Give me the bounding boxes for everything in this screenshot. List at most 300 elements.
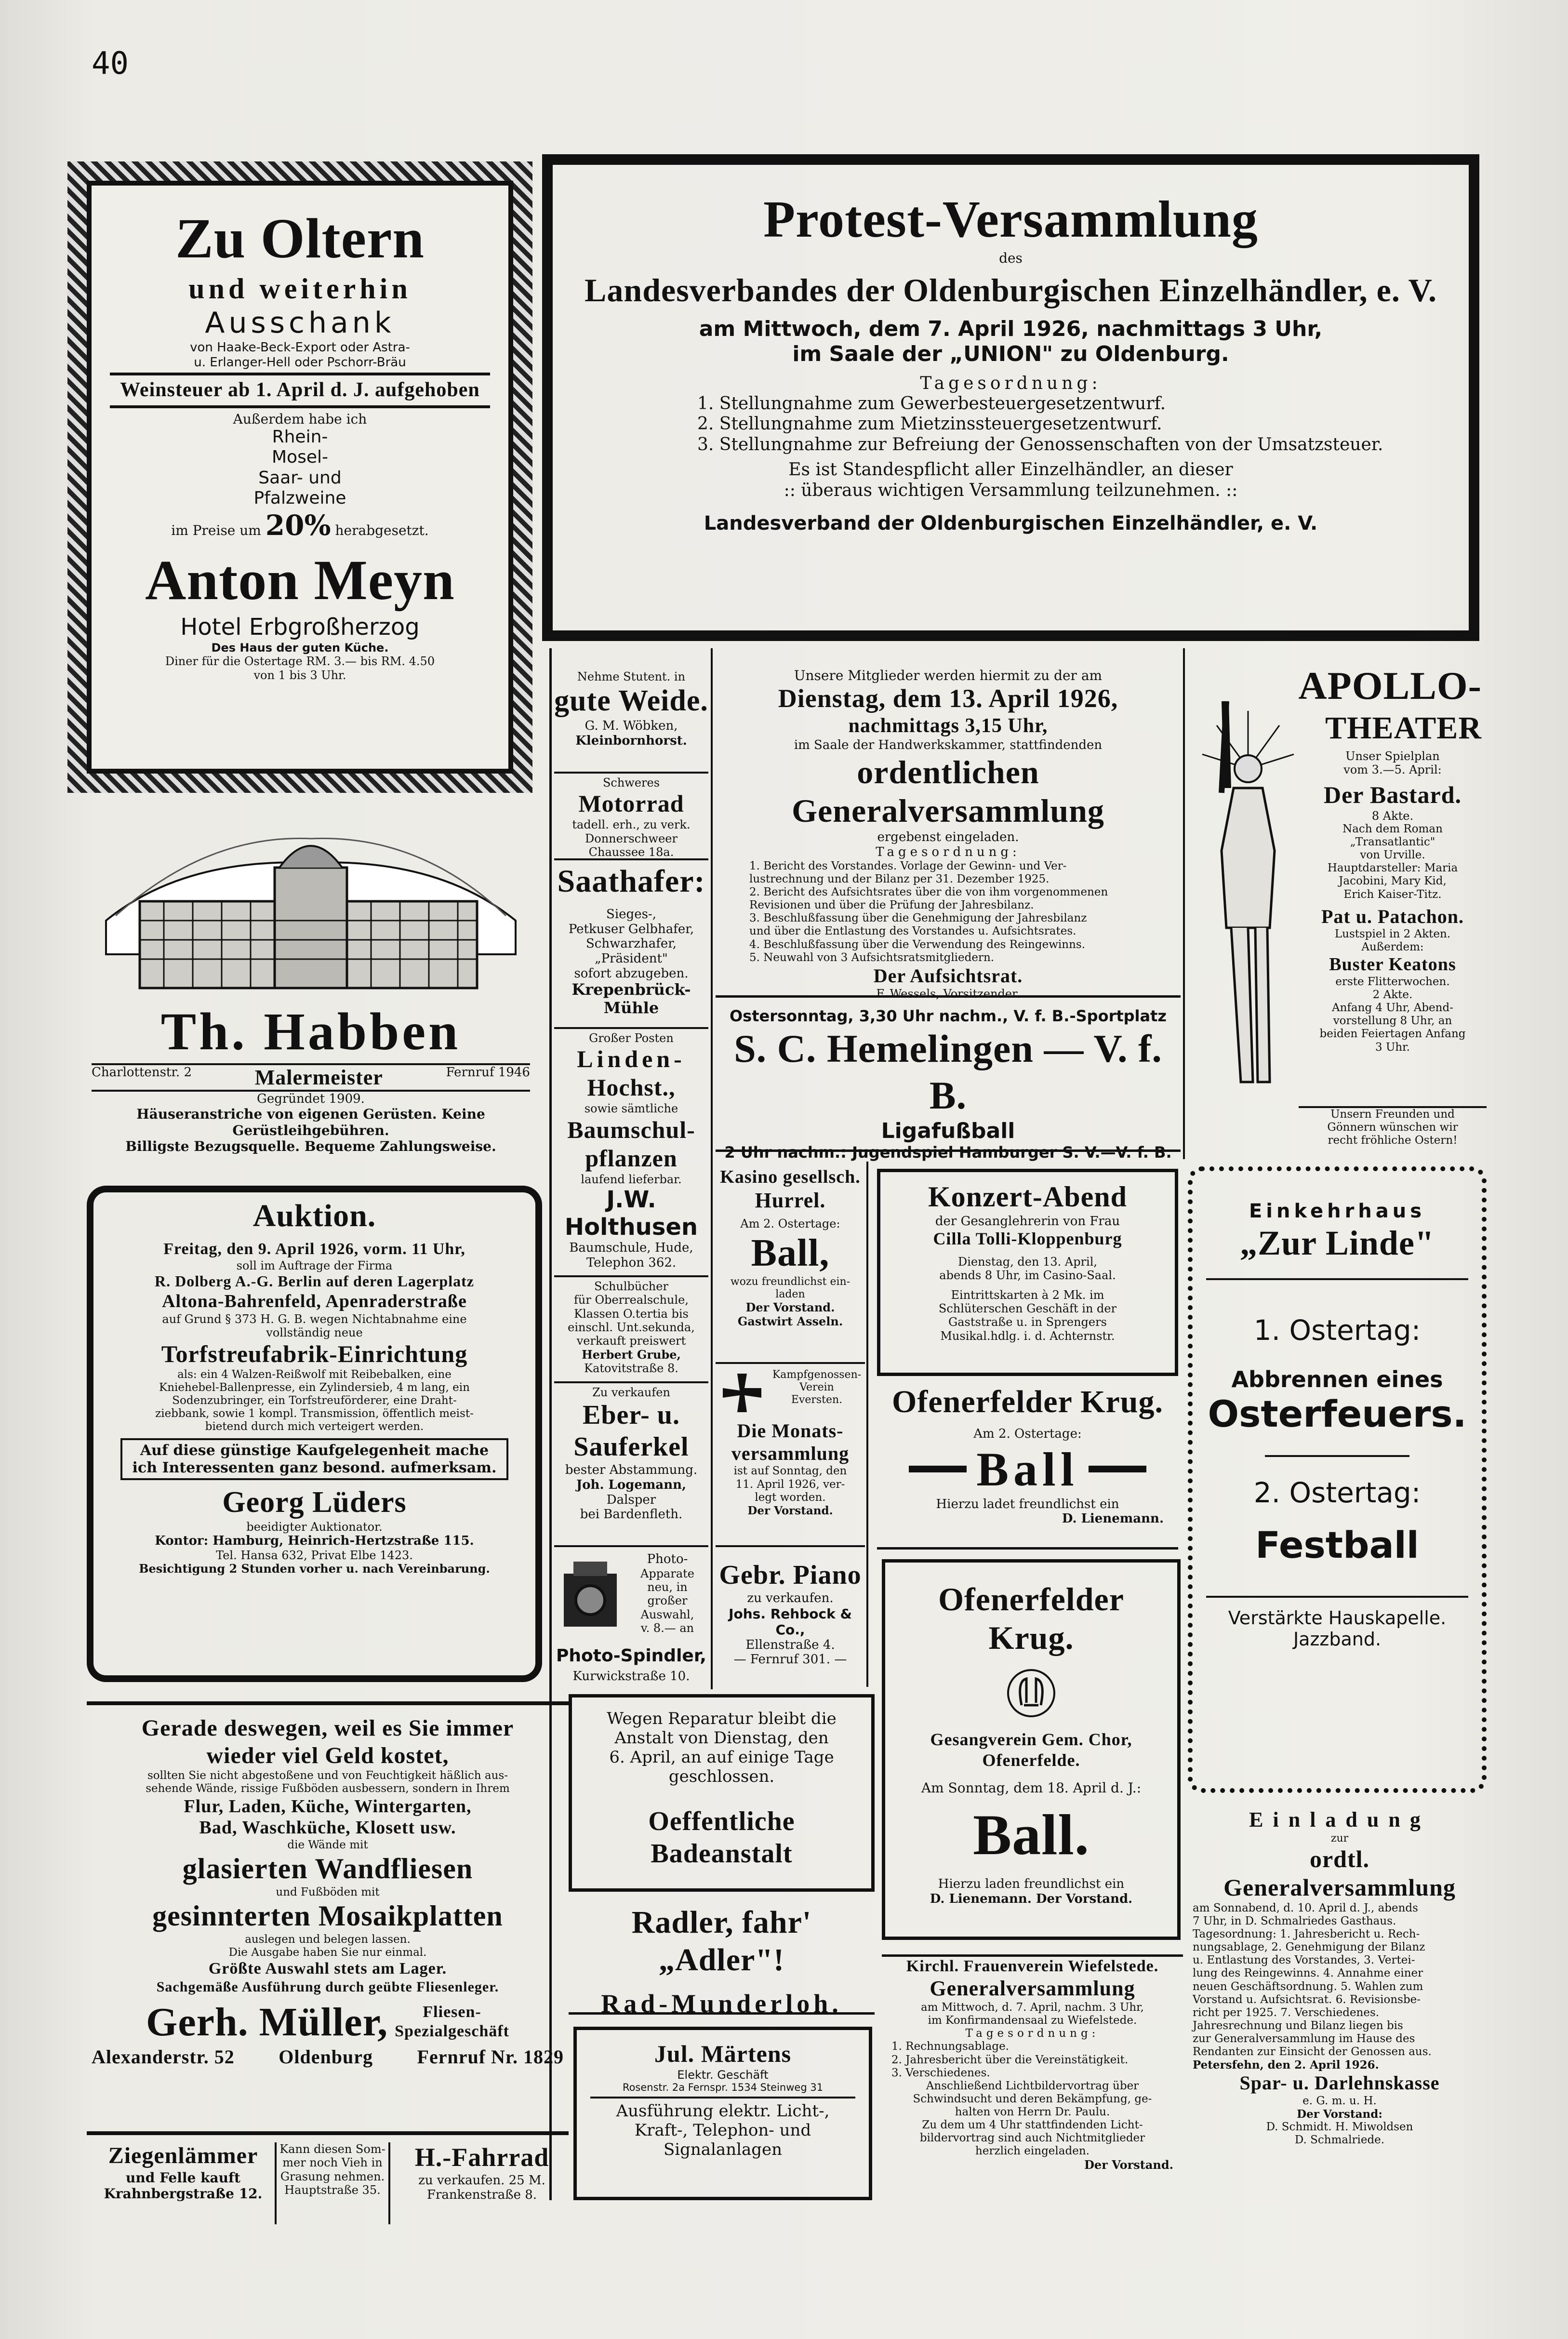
ad-text: Tagesordnung: (920, 373, 1102, 393)
ad-text: nachmittags 3,15 Uhr, (848, 714, 1048, 737)
ad-text: Photo- (647, 1552, 688, 1566)
ad-text: im Saale der Handwerkskammer, stattfindenden (794, 738, 1103, 753)
agenda-item: 2. Stellungnahme zum Mietzinssteuergesetzentwurf. (697, 414, 1162, 434)
ad-text: recht fröhliche Ostern! (1328, 1134, 1458, 1147)
ad-text: Krepenbrück-Mühle (571, 980, 691, 1017)
ad-text: im Saale der „UNION" zu Oldenburg. (792, 341, 1229, 366)
ad-text: Der Vorstand: (1297, 2107, 1382, 2121)
column-rule (866, 1162, 868, 1687)
ad-text: Jacobini, Mary Kid, (1339, 875, 1447, 888)
ad-text: ich Interessenten ganz besond. aufmerksam. (132, 1459, 497, 1476)
ad-title: THEATER (1325, 710, 1482, 746)
ad-text: auf Grund § 373 H. G. B. wegen Nichtabnahme eine (162, 1312, 467, 1326)
ad-text: laufend lieferbar. (581, 1172, 682, 1186)
ad-text: Musikal.hdlg. i. d. Achternstr. (940, 1329, 1115, 1343)
ad-text: bildervortrag sind auch Nichtmitglieder (919, 2132, 1145, 2145)
ad-habben (87, 795, 535, 1154)
ad-frauenverein-wiefelstede (882, 1954, 1183, 2215)
ad-text: Es ist Standespflicht aller Einzelhändler, an dieser (788, 460, 1233, 480)
ad-title: Ball (976, 1442, 1079, 1496)
ad-title: Kirchl. Frauenverein Wiefelstede. (906, 1957, 1159, 1975)
ad-text: Lustspiel in 2 Akten. (1334, 927, 1451, 940)
ad-text: lung des Reingewinns. 4. Annahme einer (1193, 1967, 1423, 1980)
agenda-item: und über die Entlastung des Vorstandes u. Aufsichtsrates. (749, 925, 1076, 938)
ad-text: von Urville. (1360, 849, 1425, 862)
ad-text: Mosel- (272, 447, 328, 468)
ad-text: beiden Feiertagen Anfang (1319, 1028, 1466, 1041)
camera-icon (559, 1554, 622, 1636)
ad-text: 3 Uhr. (1375, 1041, 1410, 1054)
ad-text: Baumschule, Hude, (569, 1241, 693, 1256)
ad-title: gute Weide. (554, 684, 708, 718)
ad-text: Spezialgeschäft (395, 2022, 509, 2041)
ad-name: Georg Lüders (222, 1485, 407, 1519)
ad-text: Joh. Logemann, (576, 1478, 687, 1493)
ad-konzert-abend (877, 1169, 1178, 1376)
ad-text: Ellenstraße 4. (745, 1637, 835, 1652)
ad-text: Sieges-, (606, 907, 656, 922)
agenda-item: Revisionen und über die Prüfung der Jahresbilanz. (749, 899, 1034, 912)
ad-title: Kasino gesellsch. (720, 1167, 861, 1187)
ad-title: Gerade deswegen, weil es Sie immer (141, 1715, 514, 1741)
ad-text: Unsere Mitglieder werden hiermit zu der am (794, 668, 1103, 683)
ad-gute-weide (554, 670, 708, 774)
ad-title: H.-Fahrrad (414, 2143, 549, 2172)
ad-text: Kampfgenossen- (772, 1369, 862, 1381)
statue-illustration (1193, 696, 1303, 1096)
ad-text: tadell. erh., zu verk. (572, 818, 691, 832)
ad-signature: Landesverband der Oldenburgischen Einzelhändler, e. V. (704, 512, 1318, 535)
ad-title: Oeffentliche Badeanstalt (648, 1806, 795, 1869)
ad-text: Vorstand u. Aufsichtsrat. 6. Revisionsbe- (1193, 1993, 1421, 2006)
ad-title: Ball, (751, 1232, 830, 1275)
ad-text: Kleinbornhorst. (575, 734, 687, 748)
ad-text: ergebenst eingeladen. (877, 830, 1019, 845)
ad-text: Billigste Bezugsquelle. Bequeme Zahlungsweise. (125, 1138, 496, 1154)
ad-text: Einkehrhaus (1249, 1200, 1426, 1222)
ad-text: Landesverbandes der Oldenburgischen Einzelhändler, e. V. (585, 272, 1437, 309)
ad-text: Dienstag, den 13. April, (957, 1255, 1098, 1269)
ad-text: u. Entlastung des Vorstandes, 3. Vertei- (1193, 1954, 1415, 1967)
ad-name: Spar- u. Darlehnskasse (1239, 2072, 1440, 2094)
ad-text: Erich Kaiser-Titz. (1343, 888, 1442, 901)
ad-gebr-piano (716, 1550, 865, 1687)
ad-kasino-hurrel (716, 1166, 865, 1364)
ad-ziegenlaemmer (96, 2142, 270, 2224)
ad-text: Petersfehn, den 2. April 1926. (1193, 2058, 1379, 2072)
ad-text: Alexanderstr. 52 (92, 2045, 235, 2068)
ad-text: Ofenerfelde. (982, 1750, 1080, 1770)
ad-text: Kann diesen Som- (279, 2142, 385, 2156)
ad-zu-ostern (67, 161, 532, 793)
column-rule (1183, 648, 1185, 1159)
ad-text: 11. April 1926, ver- (735, 1478, 845, 1491)
ad-text: Unsern Freunden und (1330, 1108, 1455, 1121)
ad-text: 20% (265, 508, 331, 542)
agenda-item: 3. Beschlußfassung über die Genehmigung der Jahresbilanz (749, 912, 1087, 925)
agenda-item: 2. Bericht des Aufsichtsrates über die von ihm vorgenommenen (749, 886, 1108, 899)
ad-highlight: Weinsteuer ab 1. April d. J. aufgehoben (120, 379, 480, 401)
ad-text: R. Dolberg A.-G. Berlin auf deren Lagerplatz (155, 1272, 474, 1290)
ad-title: Einladung (1249, 1808, 1430, 1831)
ad-text: Kniehebel-Ballenpresse, ein Zylindersieb, 4 m lang, ein (159, 1381, 470, 1394)
ad-text: richt per 1925. 7. Verschiedenes. (1193, 2006, 1380, 2019)
ad-text: Außerdem: (1361, 941, 1424, 953)
ad-title: Motorrad (578, 790, 684, 817)
ad-text: zu verkaufen. 25 M. (418, 2173, 545, 2188)
ad-name: Th. Habben (160, 1002, 461, 1061)
ad-text: halten von Herrn Dr. Paulu. (955, 2106, 1110, 2119)
agenda-item: 4. Beschlußfassung über die Verwendung des Reingewinns. (749, 938, 1086, 951)
ad-grasung (275, 2142, 390, 2224)
ad-text: Gaststraße u. in Sprengers (948, 1315, 1107, 1329)
ad-kampfgenossen (716, 1366, 865, 1547)
ad-title: S. C. Hemelingen — V. f. B. (734, 1026, 1162, 1117)
ad-text: Verstärkte Hauskapelle. (1228, 1607, 1447, 1629)
ad-jul-maertens (573, 2027, 872, 2200)
building-illustration (87, 795, 535, 1012)
ad-radler-adler (569, 1894, 875, 2018)
ad-text: herabgesetzt. (335, 522, 429, 538)
ad-text: Sodenzubringer, ein Torfstreuförderer, eine Draht- (172, 1394, 457, 1407)
ad-text: Ausschank (205, 306, 395, 340)
ad-text: Hauptdarsteller: Maria (1327, 862, 1458, 875)
ad-text: im Preise um (171, 522, 261, 538)
ad-sauferkel (554, 1386, 708, 1547)
ad-text: D. Lienemann. (1062, 1511, 1164, 1526)
ad-text: Tagesordnung: (965, 2027, 1100, 2040)
ad-text: abends 8 Uhr, im Casino-Saal. (939, 1269, 1116, 1283)
ad-text: Eintrittskarten à 2 Mk. im (951, 1288, 1104, 1302)
ad-text: Schwarzhafer, (585, 936, 677, 951)
ad-text: Jahresrechnung und Bilanz liegen bis (1193, 2019, 1403, 2032)
ad-text: Signalanlagen (663, 2140, 783, 2160)
ad-zur-linde (1188, 1166, 1487, 1793)
ad-text: zu verkaufen. (747, 1591, 834, 1606)
ad-text: Johs. Rehbock & Co., (729, 1605, 852, 1638)
ad-signature: Der Aufsichtsrat. (873, 964, 1023, 987)
ad-text: — Fernruf 301. — (733, 1652, 847, 1667)
ad-text: Donnerschweer (585, 831, 678, 845)
ad-text: Fliesen- (423, 2003, 481, 2021)
ad-text: vom 3.—5. April: (1343, 763, 1442, 777)
ad-text: Hierzu laden freundlichst ein (938, 1877, 1125, 1892)
ad-text: Kraft-, Telephon- und (634, 2121, 811, 2140)
ad-text: Größte Auswahl stets am Lager. (208, 1960, 447, 1978)
ad-title: wieder viel Geld kostet, (206, 1742, 449, 1768)
ad-text: Anschließend Lichtbildervortrag über (926, 2079, 1139, 2092)
ad-text: bester Abstammung. (565, 1463, 698, 1478)
ad-text: auslegen und belegen lassen. (245, 1933, 411, 1946)
ad-title: versammlung (731, 1443, 850, 1465)
ad-text: Elektr. Geschäft (677, 2068, 769, 2082)
ad-title: Linden- (577, 1045, 686, 1073)
ad-text: Pfalzweine (253, 488, 346, 508)
ad-text: Altona-Bahrenfeld, Apenraderstraße (162, 1291, 467, 1312)
ad-text: 2. Ostertag: (1253, 1476, 1421, 1509)
ad-text: Des Haus der guten Küche. (211, 641, 389, 655)
ad-text: Cilla Tolli-Kloppenburg (933, 1229, 1122, 1249)
ad-text: wozu freundlichst ein- (730, 1276, 850, 1288)
ad-text: beeidigter Auktionator. (246, 1520, 383, 1534)
ad-text: soll im Auftrage der Firma (236, 1258, 393, 1272)
ad-text: Die Ausgabe haben Sie nur einmal. (228, 1946, 427, 1959)
ad-title: Baumschul- (567, 1116, 695, 1143)
ad-text: einschl. Unt.sekunda, (568, 1320, 695, 1334)
ad-text: Oldenburg (279, 2045, 373, 2068)
ad-text: Am 2. Ostertage: (740, 1216, 840, 1230)
ad-text: im Konfirmandensaal zu Wiefelstede. (928, 2014, 1137, 2027)
ad-name: Jul. Märtens (654, 2040, 792, 2067)
ad-text: sollten Sie nicht abgestoßene und von Feuchtigkeit häßlich aus- (147, 1769, 508, 1782)
ad-text: von 1 bis 3 Uhr. (253, 668, 346, 682)
ad-title: Dienstag, dem 13. April 1926, (778, 684, 1118, 713)
ad-apollo-theater (1188, 663, 1487, 1157)
ad-text: D. Schmidt. H. Miwoldsen (1266, 2120, 1413, 2133)
ad-text: Apparate (640, 1566, 694, 1580)
ad-name: Gerh. Müller, (146, 1999, 388, 2045)
ad-text: „Präsident" (595, 951, 668, 966)
ad-title: pflanzen (585, 1144, 678, 1172)
ad-text: vollständig neue (266, 1326, 363, 1340)
ad-schulbuecher (554, 1280, 708, 1383)
page-number: 40 (92, 46, 129, 81)
ad-text: als: ein 4 Walzen-Reißwolf mit Reibebalken, eine (177, 1368, 452, 1381)
ad-text: neu, in (647, 1580, 688, 1594)
ad-text: Rendanten zur Einsicht der Genossen aus. (1193, 2045, 1432, 2058)
agenda-item: lustrechnung und der Bilanz per 31. Dezember 1925. (749, 872, 1050, 885)
ad-text: Herbert Grube, (582, 1347, 681, 1362)
ad-text: zur Generalversammlung im Hause des (1193, 2032, 1415, 2045)
ad-text: e. G. m. u. H. (1302, 2094, 1377, 2107)
ad-text: die Wände mit (287, 1839, 368, 1852)
ad-text: und Felle kauft (126, 2169, 240, 2186)
ad-text: Diner für die Ostertage RM. 3.— bis RM. 4.50 (165, 655, 435, 668)
ad-title: Ofenerfelder Krug. (938, 1581, 1124, 1657)
ad-text: Schlüterschen Geschäft in der (938, 1301, 1117, 1315)
ad-hemelingen-fussball (716, 1007, 1181, 1162)
ad-text: großer (647, 1594, 688, 1608)
ad-title: gesinnterten Mosaikplatten (152, 1900, 503, 1932)
ad-text: Außerdem habe ich (233, 411, 367, 427)
ad-text: und Fußböden mit (276, 1886, 380, 1899)
ad-text: sehende Wände, rissige Fußböden ausbessern, sondern in Ihrem (146, 1782, 510, 1795)
ad-title: Osterfeuers. (1208, 1392, 1467, 1435)
ad-ofenerfelder-krug-ball (877, 1383, 1178, 1550)
ad-text: Rhein- (272, 427, 328, 447)
ad-text: Auf diese günstige Kaufgelegenheit mache (140, 1442, 489, 1459)
ad-text: Wegen Reparatur bleibt die (607, 1709, 837, 1728)
ad-title: Hurrel. (755, 1188, 826, 1212)
ad-name: Photo-Spindler, (556, 1646, 706, 1666)
ad-gerh-mueller-fliesen (87, 1701, 569, 2135)
ad-text: Charlottenstr. 2 (92, 1065, 192, 1080)
ad-title: Konzert-Abend (928, 1181, 1127, 1213)
ad-text: Gegründet 1909. (257, 1091, 365, 1106)
ad-text: Anfang 4 Uhr, Abend- (1332, 1002, 1453, 1015)
ad-title: Saathafer: (557, 864, 705, 899)
agenda-item: 3. Stellungnahme zur Befreiung der Genossenschaften von der Umsatzsteuer. (697, 434, 1383, 454)
ad-text: :: überaus wichtigen Versammlung teilzunehmen. :: (784, 480, 1238, 500)
ad-text: zur (1330, 1832, 1349, 1844)
ad-title: Ziegenlämmer (108, 2143, 258, 2168)
ad-text: Klassen O.tertia bis (574, 1307, 689, 1321)
ad-text: Jazzband. (1293, 1629, 1382, 1650)
ad-text: am Mittwoch, d. 7. April, nachm. 3 Uhr, (921, 2001, 1144, 2014)
ad-text: ist auf Sonntag, den (733, 1465, 847, 1478)
ad-text: sowie sämtliche (584, 1102, 678, 1116)
ad-text: „Transatlantic" (1350, 836, 1435, 849)
ad-text: Tagesordnung: 1. Jahresbericht u. Rech- (1193, 1928, 1420, 1941)
ad-text: v. 8.— an (640, 1621, 694, 1635)
ad-text: geschlossen. (668, 1767, 775, 1787)
ad-auktion-lueders (87, 1186, 542, 1682)
ad-text: Anstalt von Dienstag, den (614, 1728, 829, 1748)
ad-signature: Der Vorstand. (1084, 2157, 1173, 2172)
ad-title: Generalversammlung (930, 1977, 1135, 2001)
ad-text: am Mittwoch, dem 7. April 1926, nachmittags 3 Uhr, (699, 316, 1323, 341)
ad-title: Ball. (973, 1803, 1090, 1867)
ad-title: Die Monats- (737, 1420, 844, 1442)
ad-text: Kontor: Hamburg, Heinrich-Hertzstraße 115. (155, 1534, 474, 1549)
column-rule (711, 648, 713, 1689)
ad-text: vorstellung 8 Uhr, an (1333, 1015, 1452, 1028)
ad-text: Petkuser Gelbhafer, (568, 922, 694, 936)
ad-text: 1. Ostertag: (1253, 1314, 1421, 1347)
ad-text: Rosenstr. 2a Fernspr. 1534 Steinweg 31 (622, 2082, 824, 2094)
ad-text: Häuseranstriche von eigenen Gerüsten. Keine Gerüstleihgebühren. (136, 1106, 485, 1138)
ad-text: Gesangverein Gem. Chor, (930, 1730, 1132, 1750)
ad-text: legt worden. (755, 1491, 826, 1504)
ad-title: Hochst., (587, 1074, 676, 1101)
agenda-item: 1. Bericht des Vorstandes. Vorlage der Gewinn- und Ver- (749, 859, 1067, 872)
ad-badeanstalt (569, 1694, 875, 1892)
ad-text: Zu dem um 4 Uhr stattfindenden Licht- (922, 2119, 1143, 2132)
ad-text: F. Wessels, Vorsitzender. (876, 987, 1020, 1001)
ad-text: 8 Akte. (1371, 809, 1414, 823)
ad-text: Gönnern wünschen wir (1327, 1121, 1458, 1134)
ad-text: 7 Uhr, in D. Schmalriedes Gasthaus. (1193, 1914, 1396, 1927)
ad-text: Malermeister (254, 1065, 383, 1089)
iron-cross-icon (720, 1371, 764, 1415)
ad-text: Bad, Waschküche, Klosett usw. (199, 1818, 456, 1838)
ad-text: herzlich eingeladen. (975, 2145, 1090, 2158)
ad-text: Schwindsucht und deren Bekämpfung, ge- (913, 2092, 1152, 2105)
ad-text: u. Erlanger-Hell oder Pschorr-Bräu (194, 355, 406, 370)
ad-text: Nehme Stutent. in (577, 670, 686, 683)
ad-generalversammlung-handwerk (716, 668, 1181, 1001)
ad-text: 2 Akte. (1372, 989, 1413, 1002)
ad-title: „Zur Linde" (1240, 1224, 1435, 1263)
agenda-item: 5. Neuwahl von 3 Aufsichtsratsmitgliedern. (749, 951, 995, 964)
ad-saathafer (554, 863, 708, 1029)
ad-text: Nach dem Roman (1342, 822, 1443, 835)
ad-linden-holthusen (554, 1031, 708, 1277)
ad-text: Fernruf 1946 (446, 1065, 530, 1080)
ad-title: ordentlichen Generalversammlung (792, 753, 1104, 829)
ad-text: der Gesanglehrerin von Frau (935, 1214, 1120, 1229)
ad-title: ordtl. Generalversammlung (1223, 1845, 1456, 1901)
ad-text: Schulbücher (594, 1280, 668, 1293)
ad-text: laden (775, 1288, 805, 1301)
ad-title: Buster Keatons (1329, 954, 1456, 975)
ad-spar-darlehnskasse (1193, 1807, 1487, 2212)
ad-text: Tel. Hansa 632, Privat Elbe 1423. (216, 1549, 413, 1563)
ad-text: Kurwickstraße 10. (572, 1669, 690, 1684)
ad-title: glasierten Wandfliesen (182, 1853, 473, 1885)
ad-text: 6. April, an auf einige Tage (609, 1748, 834, 1767)
ad-title: Protest-Versammlung (763, 191, 1258, 248)
agenda-item: 1. Stellungnahme zum Gewerbesteuergesetzentwurf. (697, 393, 1166, 414)
ad-text: erste Flitterwochen. (1335, 975, 1450, 988)
ad-fahrrad (395, 2142, 569, 2224)
ad-text: Großer Posten (589, 1031, 674, 1045)
ad-text: Unser Spielplan (1345, 749, 1440, 763)
agenda-item: 1. Rechnungsablage. (891, 2040, 1009, 2053)
ad-protest-versammlung (542, 154, 1479, 641)
ad-text: D. Lienemann. Der Vorstand. (930, 1891, 1133, 1906)
ad-text: bei Bardenfleth. (580, 1507, 683, 1522)
ad-text: Zu verkaufen (592, 1386, 670, 1399)
ad-text: für Oberrealschule, (574, 1293, 689, 1307)
ad-text: Am Sonntag, dem 18. April d. J.: (921, 1780, 1142, 1796)
ad-text: Dalsper (606, 1492, 656, 1507)
ad-title: Torfstreufabrik-Einrichtung (161, 1340, 468, 1367)
ad-text: 2 Uhr nachm.: Jugendspiel Hamburger S. V.—V. f. B. (724, 1143, 1172, 1162)
ad-text: ziebbank, sowie 1 kompl. Transmission, öffentlich meist- (155, 1407, 474, 1420)
ad-text: Krahnbergstraße 12. (104, 2185, 263, 2202)
ad-title: Der Bastard. (1323, 781, 1462, 808)
ad-name: Rad-Munderloh. (601, 1989, 842, 2018)
ad-title: Pat u. Patachon. (1321, 905, 1464, 927)
ad-ofenerfelder-krug-gesangverein (882, 1559, 1181, 1940)
ad-text: neuen Geschäftsordnung. 5. Wahlen zum (1193, 1980, 1423, 1993)
ad-text: des (999, 250, 1023, 267)
ad-price-line (106, 509, 494, 542)
agenda-item: 2. Jahresbericht über die Vereinstätigkeit. (891, 2053, 1129, 2066)
ad-text: Ostersonntag, 3,30 Uhr nachm., V. f. B.-Sportplatz (729, 1007, 1167, 1025)
ad-text: von Haake-Beck-Export oder Astra- (190, 340, 410, 355)
ad-text: Der Vorstand. (747, 1504, 833, 1517)
ad-text: Katovitstraße 8. (584, 1361, 678, 1375)
ad-text: Flur, Laden, Küche, Wintergarten, (184, 1796, 472, 1817)
ad-text: Hotel Erbgroßherzog (180, 614, 420, 641)
ad-text: am Sonnabend, d. 10. April d. J., abends (1193, 1901, 1418, 1914)
ad-text: Der Vorstand. (745, 1300, 835, 1315)
agenda-item: 3. Verschiedenes. (891, 2066, 990, 2079)
ad-text: Hierzu ladet freundlichst ein (936, 1497, 1119, 1511)
ad-text: Chaussee 18a. (588, 845, 674, 859)
ad-text: Auswahl, (640, 1607, 694, 1621)
ad-text: mer noch Vieh in (282, 2156, 383, 2170)
ad-text: bietend durch mich verteigert werden. (205, 1420, 424, 1433)
ad-text: Frankenstraße 8. (426, 2188, 537, 2203)
ad-title: Radler, fahr' „Adler"! (631, 1905, 812, 1978)
ad-text: Eversten. (791, 1393, 843, 1406)
lyre-icon (1005, 1667, 1058, 1720)
ad-text: Ausführung elektr. Licht-, (616, 2101, 830, 2121)
ad-title: Festball (1255, 1523, 1419, 1566)
ad-text: Verein (799, 1381, 834, 1393)
ad-text: Sachgemäße Ausführung durch geübte Fliesenleger. (156, 1979, 499, 1995)
ad-photo-spindler (554, 1550, 708, 1689)
ad-text: Am 2. Ostertage: (973, 1426, 1082, 1441)
ad-text: Abbrennen eines (1231, 1366, 1443, 1392)
ad-text: Schweres (602, 776, 660, 789)
ad-text: Grasung nehmen. (280, 2169, 385, 2183)
ad-text: sofort abzugeben. (574, 966, 689, 981)
ad-text: Telephon 362. (586, 1255, 677, 1270)
